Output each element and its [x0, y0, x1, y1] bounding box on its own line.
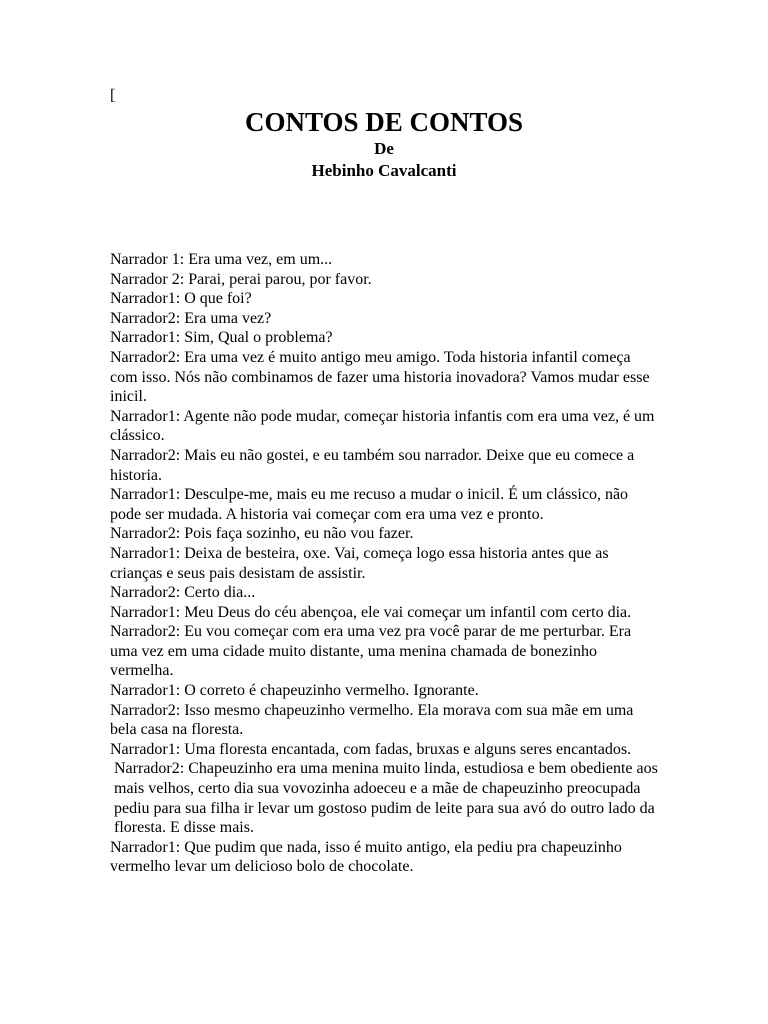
paragraph: Narrador1: O que foi? — [110, 290, 252, 308]
title-block — [0, 106, 768, 182]
paragraph: Narrador1: Agente não pode mudar, começar historia infantis com era uma vez, é um clássico. — [110, 407, 655, 445]
paragraph: Narrador2: Mais eu não gostei, e eu também sou narrador. Deixe que eu comece a historia. — [110, 446, 635, 484]
paragraph: Narrador1: Meu Deus do céu abençoa, ele vai começar um infantil com certo dia. — [110, 603, 632, 621]
paragraph: Narrador1: O correto é chapeuzinho vermelho. Ignorante. — [110, 682, 479, 700]
paragraph: Narrador2: Certo dia... — [110, 584, 256, 602]
paragraph: Narrador2: Pois faça sozinho, eu não vou fazer. — [110, 525, 414, 543]
page-title: CONTOS DE CONTOS — [244, 107, 524, 137]
author-name: Hebinho Cavalcanti — [311, 161, 457, 180]
paragraph: Narrador1: Deixa de besteira, oxe. Vai, começa logo essa historia antes que as crianças e seus pais desistam de assistir. — [110, 544, 609, 582]
paragraph: Narrador2: Era uma vez é muito antigo meu amigo. Toda historia infantil começa com isso. Nós não combinamos de fazer uma historia inovadora? Vamos mudar esse inicil. — [110, 348, 650, 406]
paragraph: Narrador1: Desculpe-me, mais eu me recuso a mudar o inicil. É um clássico, não pode ser mudada. A historia vai começar com era uma vez e pronto. — [110, 486, 629, 523]
body-text — [110, 250, 658, 877]
paragraph: Narrador2: Era uma vez? — [110, 309, 272, 327]
paragraph: Narrador1: Uma floresta encantada, com fadas, bruxas e alguns seres encantados. — [110, 740, 632, 758]
byline-prefix: De — [374, 139, 394, 158]
bracket-mark: [ — [110, 87, 116, 104]
paragraph: Narrador2: Chapeuzinho era uma menina muito linda, estudiosa e bem obediente aos mais velhos, certo dia sua vovozinha adoeceu e a mãe de chapeuzinho preocupada pediu para sua filha ir levar um gostoso pudim de leite para sua avó do outro lado da floresta. E disse mais. — [114, 760, 658, 837]
paragraph: Narrador 2: Parai, perai parou, por favor. — [110, 270, 372, 288]
paragraph: Narrador2: Eu vou começar com era uma vez pra você parar de me perturbar. Era uma vez em uma cidade muito distante, uma menina chamada de bonezinho vermelha. — [110, 623, 632, 680]
paragraph: Narrador 1: Era uma vez, em um... — [110, 251, 333, 268]
paragraph: Narrador2: Isso mesmo chapeuzinho vermelho. Ela morava com sua mãe em uma bela casa na floresta. — [110, 701, 634, 739]
paragraph: Narrador1: Que pudim que nada, isso é muito antigo, ela pediu pra chapeuzinho vermelho levar um delicioso bolo de chocolate. — [110, 838, 622, 876]
paragraph: Narrador1: Sim, Qual o problema? — [110, 329, 333, 347]
